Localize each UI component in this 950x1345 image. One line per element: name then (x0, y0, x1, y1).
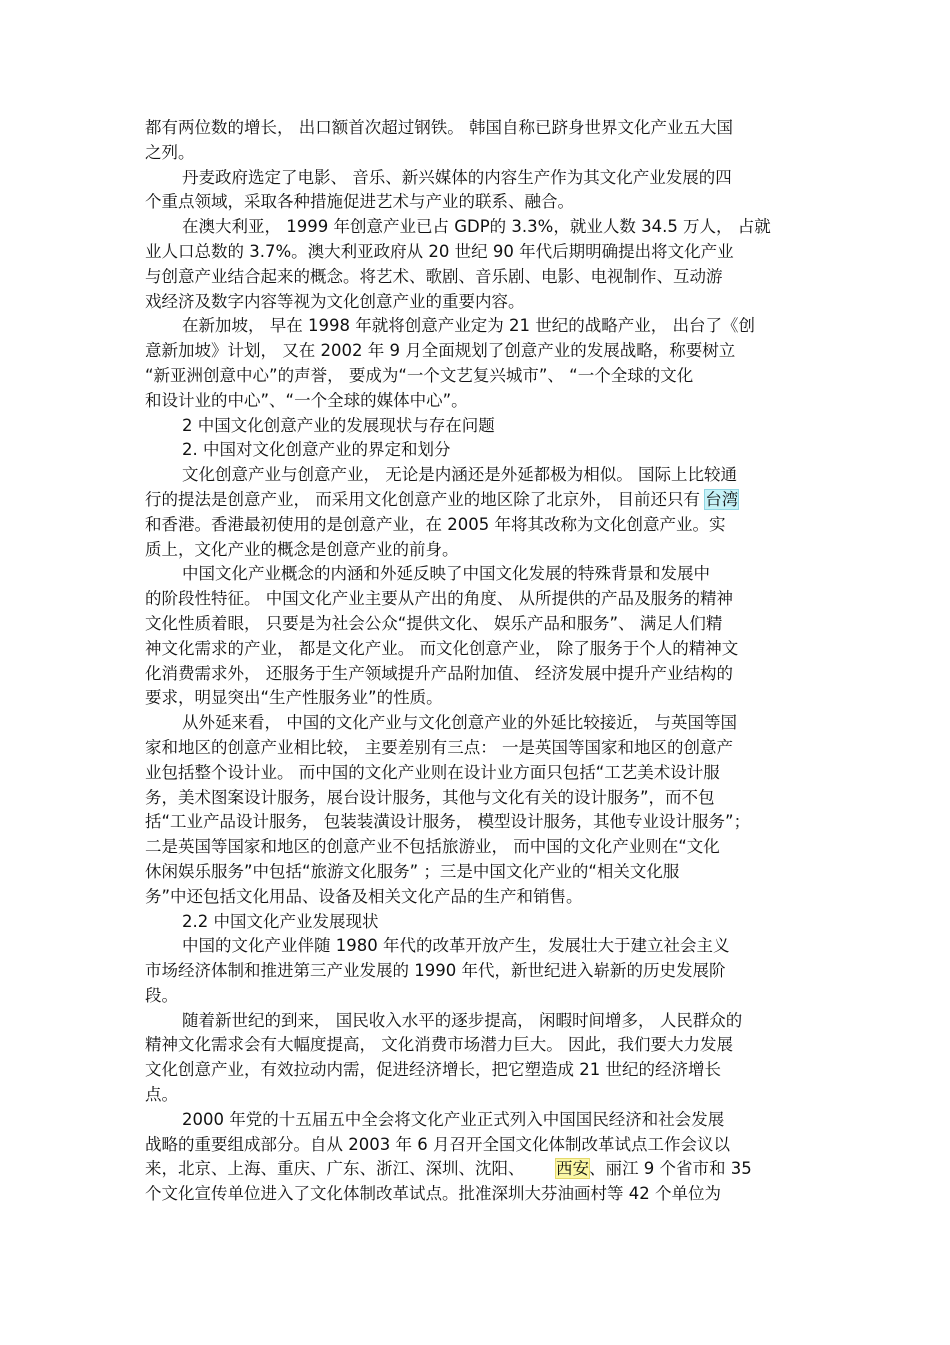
text-line: 务，美术图案设计服务，展台设计服务，其他与文化有关的设计服务”，而不包 (145, 787, 715, 807)
text-line: 都有两位数的增长， 出口额首次超过钢铁。 韩国自称已跻身世界文化产业五大国 (145, 118, 733, 137)
text-line: 之列。 (145, 142, 195, 162)
text-line: 务”中还包括文化用品、设备及相关文化产品的生产和销售。 (145, 886, 583, 906)
text-line: 战略的重要组成部分。自从 2003 年 6 月召开全国文化体制改革试点工作会议以 (145, 1134, 730, 1154)
subsection-heading: 2.2 中国文化产业发展现状 (182, 911, 379, 931)
text-line: 点。 (145, 1085, 178, 1105)
highlight-xian: 西安 (555, 1159, 589, 1179)
text-line: 个文化宣传单位进入了文化体制改革试点。批准深圳大芬油画村等 42 个单位为 (145, 1184, 721, 1204)
text-line: 家和地区的创意产业相比较， 主要差别有三点： 一是英国等国家和地区的创意产 (145, 737, 733, 757)
text-line: 戏经济及数字内容等视为文化创意产业的重要内容。 (145, 291, 525, 311)
paragraph-start: 在新加坡， 早在 1998 年就将创意产业定为 21 世纪的战略产业， 出台了《创 (182, 316, 755, 336)
text-line: 神文化需求的产业， 都是文化产业。 而文化创意产业， 除了服务于个人的精神文 (145, 638, 739, 658)
paragraph-start: 随着新世纪的到来， 国民收入水平的逐步提高， 闲暇时间增多， 人民群众的 (182, 1010, 743, 1030)
paragraph-start: 丹麦政府选定了电影、 音乐、新兴媒体的内容生产作为其文化产业发展的四 (182, 167, 732, 187)
paragraph-start: 从外延来看， 中国的文化产业与文化创意产业的外延比较接近， 与英国等国 (182, 713, 737, 733)
paragraph-start: 在澳大利亚， 1999 年创意产业已占 GDP的 3.3%，就业人数 34.5 万人， 占就 (182, 217, 771, 237)
text-line: 精神文化需求会有大幅度提高， 文化消费市场潜力巨大。 因此，我们要大力发展 (145, 1035, 733, 1055)
text-line: 括“工业产品设计服务， 包装装潢设计服务， 模型设计服务，其他专业设计服务”； (145, 812, 751, 832)
text-line: 化消费需求外， 还服务于生产领域提升产品附加值、 经济发展中提升产业结构的 (145, 663, 733, 683)
text-line: 文化创意产业，有效拉动内需，促进经济增长，把它塑造成 21 世纪的经济增长 (145, 1060, 721, 1080)
text-line: 业人口总数的 3.7%。澳大利亚政府从 20 世纪 90 年代后期明确提出将文化产业 (145, 241, 734, 261)
text-segment: 来，北京、上海、重庆、广东、浙江、深圳、沈阳、 (145, 1159, 525, 1179)
text-line: 与创意产业结合起来的概念。将艺术、歌剧、音乐剧、电影、电视制作、互动游 (145, 266, 723, 286)
text-line: 文化性质着眼， 只要是为社会公众“提供文化、 娱乐产品和服务”、 满足人们精 (145, 613, 723, 633)
text-line: 质上，文化产业的概念是创意产业的前身。 (145, 539, 459, 559)
text-line: 段。 (145, 985, 178, 1005)
text-line: 市场经济体制和推进第三产业发展的 1990 年代，新世纪进入崭新的历史发展阶 (145, 961, 726, 981)
text-line: “新亚洲创意中心”的声誉， 要成为“一个文艺复兴城市”、 “一个全球的文化 (145, 365, 694, 385)
text-segment: 、丽江 9 个省市和 35 (588, 1159, 752, 1179)
text-line: 和设计业的中心”、“一个全球的媒体中心”。 (145, 390, 468, 410)
text-line: 要求，明显突出“生产性服务业”的性质。 (145, 688, 443, 708)
text-line: 意新加坡》计划， 又在 2002 年 9 月全面规划了创意产业的发展战略，称要树立 (145, 341, 736, 361)
text-line: 和香港。香港最初使用的是创意产业，在 2005 年将其改称为文化创意产业。实 (145, 514, 726, 534)
text-line: 业包括整个设计业。 而中国的文化产业则在设计业方面只包括“工艺美术设计服 (145, 762, 720, 782)
highlight-taiwan: 台湾 (705, 489, 739, 509)
text-line: 休闲娱乐服务”中包括“旅游文化服务” ；三是中国文化产业的“相关文化服 (145, 861, 680, 881)
text-line-with-highlight (145, 488, 810, 513)
text-line: 的阶段性特征。 中国文化产业主要从产出的角度、 从所提供的产品及服务的精神 (145, 589, 733, 609)
paragraph-start: 中国文化产业概念的内涵和外延反映了中国文化发展的特殊背景和发展中 (182, 564, 710, 584)
paragraph-start: 文化创意产业与创意产业， 无论是内涵还是外延都极为相似。 国际上比较通 (182, 465, 737, 485)
text-line: 二是英国等国家和地区的创意产业不包括旅游业， 而中国的文化产业则在“文化 (145, 837, 720, 857)
section-heading: 2 中国文化创意产业的发展现状与存在问题 (182, 415, 495, 435)
text-line: 个重点领域，采取各种措施促进艺术与产业的联系、融合。 (145, 192, 574, 212)
text-line-with-highlight (145, 1157, 810, 1182)
paragraph-start: 2000 年党的十五届五中全会将文化产业正式列入中国国民经济和社会发展 (182, 1109, 725, 1129)
paragraph-start: 中国的文化产业伴随 1980 年代的改革开放产生，发展壮大于建立社会主义 (182, 936, 730, 956)
document-body (145, 116, 810, 1207)
text-segment: 行的提法是创意产业， 而采用文化创意产业的地区除了北京外， 目前还只有 (145, 489, 700, 509)
subsection-heading: 2. 中国对文化创意产业的界定和划分 (182, 440, 451, 460)
